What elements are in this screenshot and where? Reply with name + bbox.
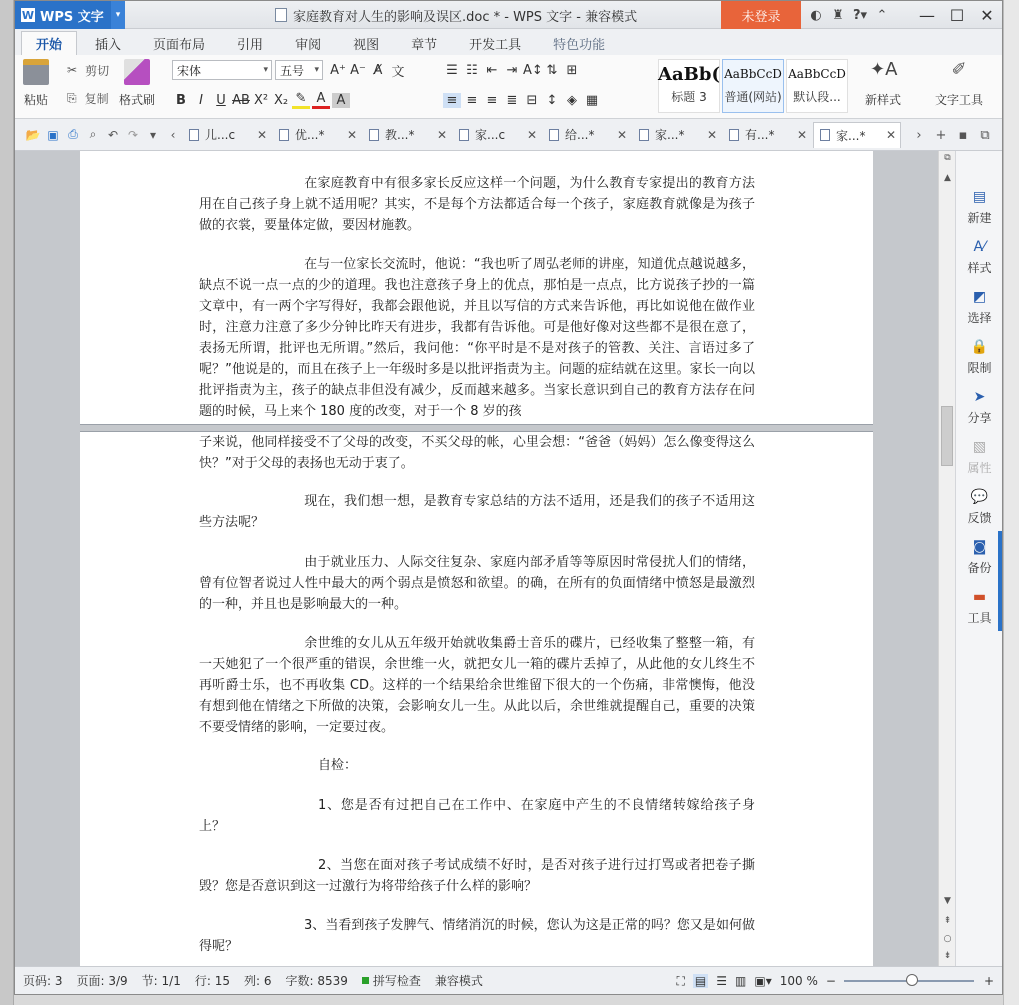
help-icon[interactable]: ? ▾ bbox=[852, 7, 868, 23]
doc-tab[interactable] bbox=[543, 122, 631, 148]
new-style-group bbox=[865, 59, 901, 108]
justify-icon[interactable]: ≣ bbox=[506, 92, 518, 108]
doc-tab-icon bbox=[369, 129, 379, 141]
select-icon: ◩ bbox=[972, 289, 987, 305]
paste-button[interactable] bbox=[23, 59, 49, 108]
compat-mode-label: 兼容模式 bbox=[434, 974, 483, 988]
side-panel bbox=[955, 151, 1002, 966]
tab-list-icon[interactable]: ▪ bbox=[958, 127, 968, 143]
font-size-buttons bbox=[329, 59, 409, 81]
next-page-icon[interactable]: ⇟ bbox=[943, 951, 952, 961]
close-tab-icon[interactable]: ✕ bbox=[256, 127, 267, 142]
share-icon: ➤ bbox=[973, 389, 986, 405]
char-spacing-icon[interactable]: A↕ bbox=[523, 62, 543, 78]
status-word-count[interactable]: 字数: 8539 bbox=[285, 974, 348, 988]
shirt-icon[interactable]: ♜ bbox=[832, 7, 844, 23]
paragraph bbox=[199, 254, 755, 424]
tab-home[interactable]: 开始 bbox=[21, 31, 77, 55]
tab-view[interactable]: 视图 bbox=[353, 37, 380, 53]
line-spacing-icon[interactable]: ↕ bbox=[546, 92, 558, 108]
close-tab-icon[interactable]: ✕ bbox=[885, 128, 896, 142]
format-painter-group bbox=[119, 59, 155, 108]
border-icon[interactable]: ▦ bbox=[585, 92, 599, 108]
paste-icon bbox=[23, 59, 49, 85]
undo-icon[interactable]: ↶ bbox=[107, 127, 119, 142]
paragraph bbox=[199, 633, 755, 738]
text-tools-group bbox=[935, 59, 983, 108]
copy-icon: ⎘ bbox=[67, 90, 77, 105]
document-tabs-bar bbox=[15, 119, 1002, 151]
underline-icon[interactable]: U bbox=[216, 92, 226, 108]
tab-special-features[interactable]: 特色功能 bbox=[553, 37, 606, 53]
paragraph bbox=[199, 755, 755, 776]
window-controls bbox=[912, 1, 1002, 29]
wps-window bbox=[14, 0, 1003, 995]
doc-tab-icon bbox=[729, 129, 739, 141]
strikethrough-icon[interactable]: AB bbox=[232, 92, 250, 108]
status-page-number[interactable]: 页码: 3 bbox=[23, 974, 63, 988]
doc-tab-label: 儿...c bbox=[205, 128, 236, 142]
grow-font-icon[interactable]: A⁺ bbox=[330, 62, 346, 78]
quick-access-toolbar bbox=[15, 127, 183, 142]
paragraph-group bbox=[443, 59, 603, 111]
paragraph-text: 余世维的女儿从五年级开始就收集爵士音乐的碟片，已经收集了整整一箱，有一天她犯了一个很严重的错误，余世维一火，就把女儿一箱的碟片丢掉了，从此他的女儿终生不再听爵士乐，也不再收集 CD。这样的一个结果给余世维留下很大的一个伤痛，非常懊悔，他没有想到他在情绪之下所做的决策，会影响女儿一生。从此以后，余世维就提醒自己，重要的决策不要受情绪的影响，一定要过夜。 bbox=[199, 636, 755, 735]
status-section: 节: 1/1 bbox=[141, 974, 181, 988]
side-item-label: 分享 bbox=[967, 411, 992, 425]
side-item-label: 新建 bbox=[967, 211, 992, 225]
new-tab-icon[interactable]: + bbox=[935, 127, 947, 143]
tab-references[interactable]: 引用 bbox=[237, 37, 264, 53]
doc-tab-icon bbox=[279, 129, 289, 141]
lock-icon: 🔒 bbox=[970, 339, 989, 355]
login-button[interactable]: 未登录 bbox=[721, 1, 801, 29]
more-icon[interactable]: ▾ bbox=[149, 127, 157, 142]
style-name: 普通(网站) bbox=[724, 90, 782, 104]
doc-tab[interactable] bbox=[183, 122, 271, 148]
status-bar bbox=[15, 966, 1002, 994]
paragraph-text: 在与一位家长交流时，他说：“我也听了周弘老师的讲座，知道优点越说越多，缺点不说一点一点的少的道理。我也注意孩子身上的优点，那怕是一点点，比方说孩子抄的一篇文章中，有一两个字写得好，我都会跟他说，并且以写信的方式来告诉他，再比如说他在做作业时，注意力注意了多少分钟比昨天有进步，我都有告诉他。可是他好像对这些都不是很在意了，表扬无所谓，批评也无所谓。”然后，我问他：“你平时是不是对孩子的管教、关注、言语过多了呢？”他说是的，而且在孩子上一年级时多是以批评指责为主。问题的症结就在这里。家长一向以批评指责为主，孩子的缺点非但没有减少，反而越来越多。当家长意识到自己的教育方法存在问题的时候，马上来个 180 度的改变，对于一个 8 岁的孩 bbox=[199, 257, 755, 419]
prev-page-icon[interactable]: ⇞ bbox=[943, 916, 952, 926]
outline-view-icon[interactable]: ☰ bbox=[716, 974, 728, 988]
increase-indent-icon[interactable]: ⇥ bbox=[506, 62, 518, 78]
side-item-label: 选择 bbox=[967, 311, 992, 325]
style-normal-web[interactable] bbox=[722, 59, 784, 113]
paste-label: 粘贴 bbox=[23, 93, 48, 107]
numbered-list-icon[interactable]: ☷ bbox=[466, 62, 478, 78]
paragraph-text: 2、当您在面对孩子考试成绩不好时，是否对孩子进行过打骂或者把卷子撕毁？您是否意识到这一过激行为将带给孩子什么样的影响？ bbox=[199, 858, 755, 894]
window-title bbox=[275, 1, 637, 29]
app-menu-dropdown-icon[interactable]: ▾ bbox=[111, 1, 125, 29]
scroll-up-icon[interactable]: ▲ bbox=[944, 173, 951, 183]
list-buttons bbox=[443, 59, 603, 81]
document-page[interactable] bbox=[80, 151, 873, 966]
tab-developer[interactable]: 开发工具 bbox=[469, 37, 522, 53]
doc-tab-icon bbox=[820, 129, 830, 141]
ribbon bbox=[15, 55, 1002, 119]
document-area bbox=[15, 151, 955, 966]
side-properties-button[interactable] bbox=[956, 439, 1003, 476]
new-style-icon: ✦A bbox=[870, 59, 898, 80]
bold-icon[interactable]: B bbox=[176, 92, 186, 108]
side-new-button[interactable] bbox=[956, 189, 1003, 226]
close-tab-icon[interactable]: ✕ bbox=[526, 127, 537, 142]
status-col: 列: 6 bbox=[243, 974, 272, 988]
phonetic-icon[interactable]: 文 bbox=[391, 64, 405, 80]
feedback-icon: 💬 bbox=[970, 489, 989, 505]
table-icon[interactable]: ⊞ bbox=[566, 62, 578, 78]
text-tools-button[interactable] bbox=[935, 59, 983, 108]
decrease-indent-icon[interactable]: ⇤ bbox=[486, 62, 498, 78]
doc-tab[interactable] bbox=[723, 122, 811, 148]
side-item-label: 反馈 bbox=[967, 511, 992, 525]
side-panel-accent bbox=[998, 531, 1002, 631]
web-view-icon[interactable]: ▥ bbox=[735, 974, 747, 988]
browse-object-icon[interactable]: ○ bbox=[943, 934, 952, 944]
doc-tab[interactable] bbox=[633, 122, 721, 148]
new-doc-icon: ▤ bbox=[972, 189, 987, 205]
paragraph-text: 在家庭教育中有很多家长反应这样一个问题，为什么教育专家提出的教育方法用在自己孩子身上就不适用呢？其实，不是每个方法都适合每一个孩子，家庭教育就像是为孩子做的衣裳，要量体定做，要因材施教。 bbox=[199, 176, 755, 233]
doc-tab-label: 家...* bbox=[836, 128, 866, 143]
desktop-background-right bbox=[1003, 0, 1019, 1005]
doc-tab-icon bbox=[639, 129, 649, 141]
print-preview-icon[interactable]: ⌕ bbox=[89, 127, 97, 141]
doc-tab-icon bbox=[459, 129, 469, 141]
paragraph-text: 1、您是否有过把自己在工作中、在家庭中产生的不良情绪转嫁给孩子身上？ bbox=[199, 798, 755, 834]
format-painter-button[interactable] bbox=[119, 59, 155, 108]
paragraph bbox=[199, 855, 755, 897]
style-name: 默认段... bbox=[793, 90, 841, 104]
page-view-icon[interactable]: ▤ bbox=[694, 974, 707, 988]
doc-tab-label: 有...* bbox=[745, 128, 775, 142]
doc-tab-label: 家...* bbox=[655, 128, 685, 142]
doc-tab[interactable] bbox=[453, 122, 541, 148]
zoom-slider[interactable] bbox=[844, 980, 974, 982]
cut-label: 剪切 bbox=[85, 63, 110, 78]
align-buttons bbox=[443, 89, 603, 111]
shrink-font-icon[interactable]: A⁻ bbox=[350, 62, 366, 78]
tab-options-icon[interactable]: ⧉ bbox=[980, 127, 990, 143]
doc-tab-active[interactable] bbox=[813, 122, 901, 148]
close-tab-icon[interactable]: ✕ bbox=[706, 127, 717, 142]
side-backup-button[interactable] bbox=[956, 539, 1003, 576]
italic-icon[interactable]: I bbox=[199, 92, 203, 108]
side-feedback-button[interactable] bbox=[956, 489, 1003, 526]
font-format-buttons bbox=[172, 89, 409, 111]
paragraph-text: 3、当看到孩子发脾气、情绪消沉的时候，您认为这是正常的吗？您又是如何做得呢？ bbox=[199, 918, 755, 954]
save-icon[interactable]: ▣ bbox=[47, 127, 59, 142]
side-item-label: 样式 bbox=[967, 261, 992, 275]
wps-app-menu-button[interactable] bbox=[15, 1, 125, 29]
close-tab-icon[interactable]: ✕ bbox=[616, 127, 627, 142]
title-bar bbox=[15, 1, 1002, 29]
scrollbar-thumb[interactable] bbox=[941, 406, 953, 466]
close-tab-icon[interactable]: ✕ bbox=[796, 127, 807, 142]
copy-button[interactable] bbox=[67, 87, 117, 109]
font-size-select[interactable]: 五号 ▾ bbox=[275, 60, 323, 80]
tab-page-layout[interactable]: 页面布局 bbox=[153, 37, 206, 53]
style-default-paragraph[interactable] bbox=[786, 59, 848, 113]
sort-icon[interactable]: ⇅ bbox=[546, 62, 558, 78]
clear-format-icon[interactable]: A̸ bbox=[373, 62, 383, 78]
side-restrict-button[interactable] bbox=[956, 339, 1003, 376]
paragraph bbox=[199, 432, 755, 474]
spell-check-label: 拼写检查 bbox=[372, 974, 421, 988]
subscript-icon[interactable]: X₂ bbox=[273, 92, 289, 108]
paragraph bbox=[199, 173, 755, 236]
tab-insert[interactable]: 插入 bbox=[95, 37, 122, 53]
clipboard-group bbox=[67, 59, 117, 109]
desktop-background-left bbox=[0, 0, 14, 1005]
close-icon[interactable]: ✕ bbox=[980, 5, 994, 25]
style-heading3[interactable] bbox=[658, 59, 720, 113]
wps-logo-icon: W bbox=[21, 8, 35, 22]
new-style-button[interactable] bbox=[865, 59, 901, 108]
char-shading-icon[interactable]: A bbox=[332, 93, 350, 108]
paragraph bbox=[199, 915, 755, 957]
tabs-scroll-left-icon[interactable]: ‹ bbox=[170, 127, 176, 142]
spell-check-indicator-icon bbox=[362, 977, 369, 984]
tabs-scroll-right-icon[interactable]: › bbox=[916, 127, 922, 143]
align-right-icon[interactable]: ≡ bbox=[486, 92, 498, 108]
doc-tab[interactable] bbox=[363, 122, 451, 148]
status-right bbox=[669, 967, 994, 995]
spell-check-toggle[interactable] bbox=[362, 972, 421, 989]
collapse-ribbon-icon[interactable]: ⌃ bbox=[876, 7, 888, 23]
close-tab-icon[interactable]: ✕ bbox=[346, 127, 357, 142]
paragraph-text: 现在，我们想一想，是教育专家总结的方法不适用，还是我们的孩子不适用这些方法呢？ bbox=[199, 494, 755, 530]
zoom-level[interactable]: 100 % bbox=[779, 974, 818, 988]
style-preview: AaBbCcD bbox=[724, 67, 782, 81]
print-icon[interactable]: ⎙ bbox=[68, 127, 78, 141]
app-button-label: WPS 文字 bbox=[40, 9, 104, 25]
paragraph bbox=[199, 552, 755, 615]
style-preview: AaBb( bbox=[658, 63, 720, 85]
brush-icon bbox=[124, 59, 150, 85]
paragraph-text: 自检： bbox=[318, 758, 358, 773]
doc-tab-label: 家...c bbox=[475, 128, 506, 142]
window-title-text: 家庭教育对人生的影响及误区.doc * - WPS 文字 - 兼容模式 bbox=[293, 9, 638, 25]
vertical-scrollbar[interactable] bbox=[938, 151, 955, 966]
highlight-icon[interactable]: ✎ bbox=[292, 91, 310, 109]
doc-tab-label: 教...* bbox=[385, 128, 415, 142]
help-label: ? bbox=[852, 7, 861, 23]
fullscreen-view-icon[interactable]: ⛶ bbox=[676, 973, 685, 988]
skin-icon[interactable]: ◐ bbox=[810, 7, 822, 23]
font-color-icon[interactable]: A bbox=[312, 91, 330, 109]
zoom-out-button[interactable]: − bbox=[825, 974, 836, 988]
style-preview: AaBbCcD bbox=[788, 67, 846, 81]
bullet-list-icon[interactable]: ☰ bbox=[446, 62, 458, 78]
side-select-button[interactable] bbox=[956, 289, 1003, 326]
text-tools-icon: ✐ bbox=[951, 59, 967, 80]
paste-group bbox=[23, 59, 49, 108]
style-name: 标题 3 bbox=[671, 90, 707, 104]
redo-icon[interactable]: ↷ bbox=[127, 127, 139, 142]
menu-tabs bbox=[15, 29, 1002, 55]
side-item-label: 备份 bbox=[967, 561, 992, 575]
doc-tab-icon bbox=[549, 129, 559, 141]
scissors-icon: ✂ bbox=[67, 63, 78, 77]
side-share-button[interactable] bbox=[956, 389, 1003, 426]
open-icon[interactable]: 📂 bbox=[25, 127, 41, 142]
scroll-down-icon[interactable]: ▼ bbox=[944, 896, 951, 906]
status-page-count[interactable]: 页面: 3/9 bbox=[76, 974, 128, 988]
doc-tab-label: 给...* bbox=[565, 128, 595, 142]
superscript-icon[interactable]: X² bbox=[253, 92, 269, 108]
doc-tab-icon bbox=[189, 129, 199, 141]
cut-button[interactable] bbox=[67, 59, 117, 81]
document-icon bbox=[275, 8, 287, 22]
side-item-label: 工具 bbox=[967, 611, 992, 625]
maximize-icon[interactable]: ☐ bbox=[949, 5, 965, 25]
page-break bbox=[80, 424, 873, 432]
paragraph bbox=[199, 491, 755, 533]
minimize-icon[interactable]: — bbox=[919, 5, 935, 25]
toolbox-icon: ▬ bbox=[972, 589, 987, 605]
side-item-label: 限制 bbox=[967, 361, 992, 375]
new-style-label: 新样式 bbox=[865, 93, 902, 107]
paragraph-text: 子来说，他同样接受不了父母的改变，不买父母的帐，心里会想：“爸爸（妈妈）怎么像变得这么快？”对于父母的表扬也无动于衷了。 bbox=[199, 435, 755, 471]
shading-icon[interactable]: ◈ bbox=[567, 92, 577, 108]
doc-tab-label: 优...* bbox=[295, 128, 325, 142]
status-row: 行: 15 bbox=[194, 974, 230, 988]
font-name-select[interactable]: 宋体 ▾ bbox=[172, 60, 272, 80]
style-icon: A⁄ bbox=[973, 239, 986, 255]
reading-view-icon[interactable]: ▣▾ bbox=[754, 974, 772, 988]
paragraph bbox=[199, 795, 755, 837]
format-painter-label: 格式刷 bbox=[119, 93, 156, 107]
side-item-label: 属性 bbox=[967, 461, 992, 475]
properties-icon: ▧ bbox=[972, 439, 987, 455]
copy-label: 复制 bbox=[84, 91, 109, 106]
split-icon[interactable]: ⧉ bbox=[944, 153, 951, 163]
tab-chapter[interactable]: 章节 bbox=[411, 37, 438, 53]
title-icons bbox=[805, 1, 893, 29]
doc-tab[interactable] bbox=[273, 122, 361, 148]
align-center-icon[interactable]: ≡ bbox=[466, 92, 478, 108]
font-group bbox=[172, 59, 409, 111]
doc-tab-tools bbox=[908, 119, 996, 151]
text-tools-label: 文字工具 bbox=[935, 93, 984, 107]
zoom-in-button[interactable]: + bbox=[983, 974, 994, 988]
tab-review[interactable]: 审阅 bbox=[295, 37, 322, 53]
align-left-icon[interactable]: ≡ bbox=[443, 93, 461, 108]
paragraph-text: 由于就业压力、人际交往复杂、家庭内部矛盾等等原因时常侵扰人们的情绪，曾有位智者说过人性中最大的两个弱点是愤怒和欲望。的确，在所有的负面情绪中愤怒是最激烈的一种，并且也是影响最大的一种。 bbox=[199, 555, 755, 612]
close-tab-icon[interactable]: ✕ bbox=[436, 127, 447, 142]
backup-icon: ◙ bbox=[972, 539, 987, 555]
side-style-button[interactable] bbox=[956, 239, 1003, 276]
distribute-icon[interactable]: ⊟ bbox=[526, 92, 538, 108]
zoom-slider-knob[interactable] bbox=[906, 974, 918, 986]
side-tools-button[interactable] bbox=[956, 589, 1003, 626]
